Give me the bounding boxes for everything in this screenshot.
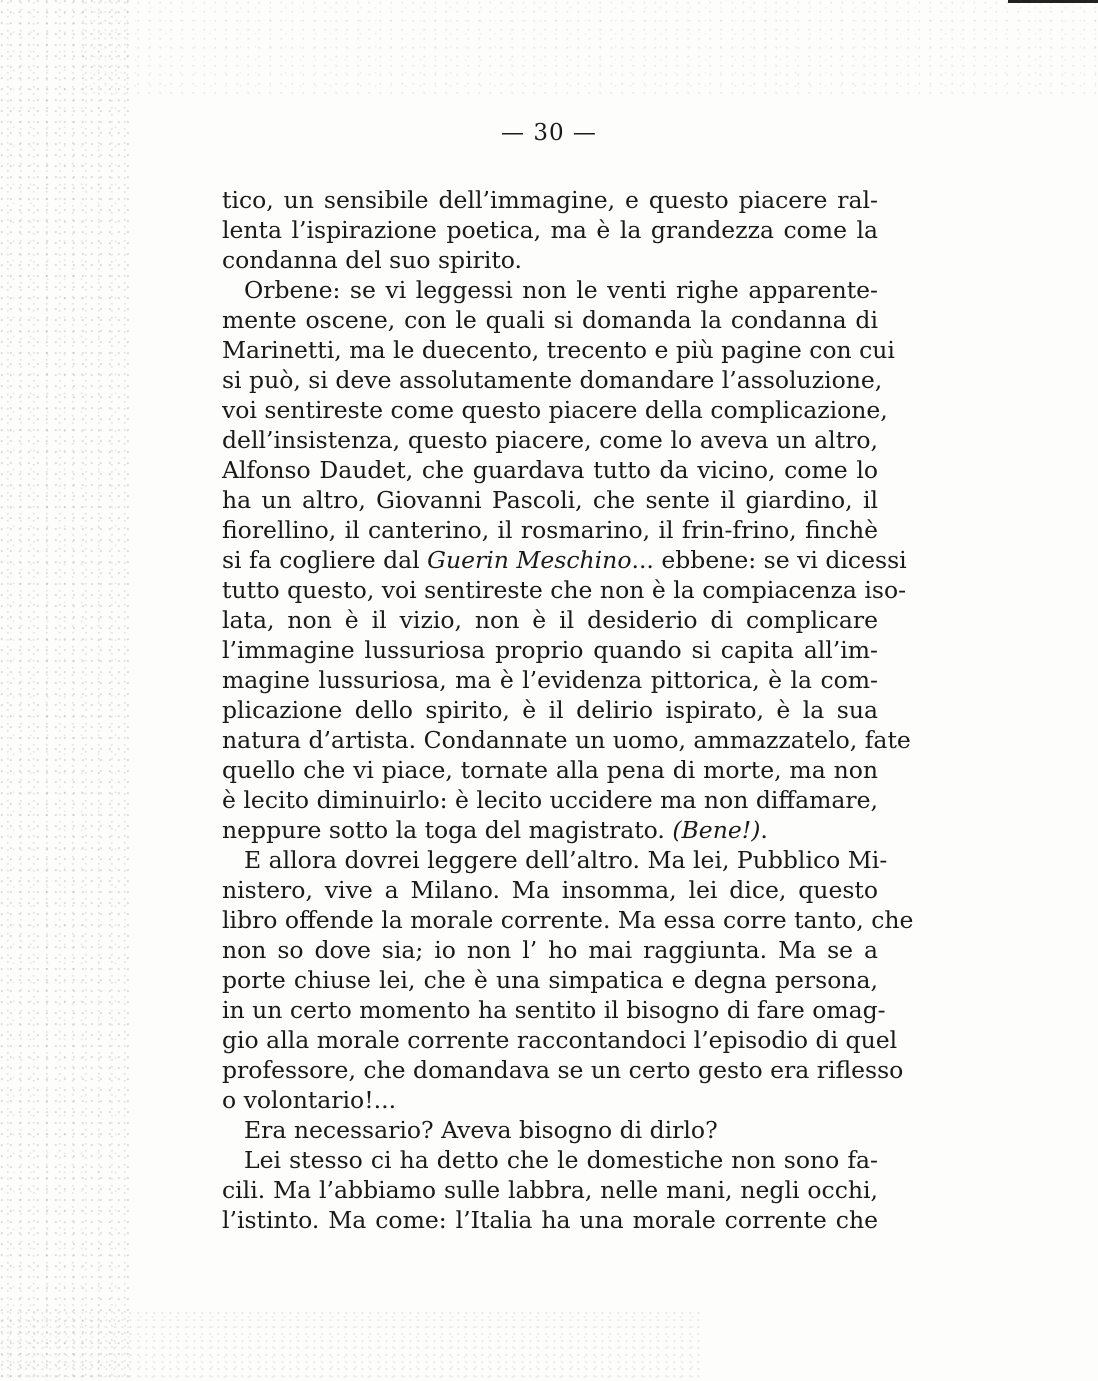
text-run: si fa cogliere dal xyxy=(222,546,428,574)
text-line: professore, che domandava se un certo gesto era riflesso xyxy=(222,1056,904,1084)
text-line: mente oscene, con le quali si domanda la condanna di xyxy=(222,306,878,334)
text-line: Alfonso Daudet, che guardava tutto da vicino, come lo xyxy=(222,456,878,484)
text-line: Era necessario? Aveva bisogno di dirlo? xyxy=(244,1116,718,1144)
text-line: o volontario!... xyxy=(222,1086,397,1114)
text-line: voi sentireste come questo piacere della complicazione, xyxy=(222,396,888,424)
text-line: si può, si deve assolutamente domandare l’assoluzione, xyxy=(222,366,883,394)
text-run: . xyxy=(760,816,768,844)
text-line: cili. Ma l’abbiamo sulle labbra, nelle mani, negli occhi, xyxy=(222,1176,878,1204)
text-run: neppure sotto la toga del magistrato. xyxy=(222,816,673,844)
text-line: Marinetti, ma le duecento, trecento e più pagine con cui xyxy=(222,336,895,364)
scan-edge-mark xyxy=(1008,0,1098,3)
text-line: magine lussuriosa, ma è l’evidenza pittorica, è la com- xyxy=(222,666,878,694)
text-run: ... ebbene: se vi dicessi xyxy=(631,546,907,574)
text-line: l’immagine lussuriosa proprio quando si capita all’im- xyxy=(222,636,878,664)
text-line: E allora dovrei leggere dell’altro. Ma lei, Pubblico Mi- xyxy=(244,846,888,874)
text-line: lenta l’ispirazione poetica, ma è la grandezza come la xyxy=(222,216,878,244)
text-line: natura d’artista. Condannate un uomo, ammazzatelo, fate xyxy=(222,726,911,754)
text-line: nistero, vive a Milano. Ma insomma, lei dice, questo xyxy=(222,876,878,904)
text-line: quello che vi piace, tornate alla pena di morte, ma non xyxy=(222,756,878,784)
text-line: l’istinto. Ma come: l’Italia ha una morale corrente che xyxy=(222,1206,878,1234)
text-line: è lecito diminuirlo: è lecito uccidere ma non diffamare, xyxy=(222,786,878,814)
italic-applause: (Bene!) xyxy=(672,816,761,844)
page-number: — 30 — xyxy=(501,120,597,146)
text-line: condanna del suo spirito. xyxy=(222,246,523,274)
text-line: libro offende la morale corrente. Ma essa corre tanto, che xyxy=(222,906,914,934)
text-line: in un certo momento ha sentito il bisogno di fare omag- xyxy=(222,996,886,1024)
text-line: lata, non è il vizio, non è il desiderio di complicare xyxy=(222,606,878,634)
text-line: plicazione dello spirito, è il delirio ispirato, è la sua xyxy=(222,696,878,724)
text-line: gio alla morale corrente raccontandoci l’episodio di quel xyxy=(222,1026,898,1054)
scan-noise-left xyxy=(0,0,130,1381)
scan-noise-top xyxy=(80,0,1098,95)
text-line-mixed xyxy=(222,545,907,575)
text-line-mixed xyxy=(222,815,878,845)
text-line: ha un altro, Giovanni Pascoli, che sente il giardino, il xyxy=(222,486,878,514)
text-line: tico, un sensibile dell’immagine, e questo piacere ral- xyxy=(222,186,878,214)
italic-title: Guerin Meschino xyxy=(427,546,632,574)
text-line: porte chiuse lei, che è una simpatica e degna persona, xyxy=(222,966,878,994)
text-line: tutto questo, voi sentireste che non è la compiacenza iso- xyxy=(222,576,907,604)
text-line: Lei stesso ci ha detto che le domestiche non sono fa- xyxy=(244,1146,878,1174)
text-line: fiorellino, il canterino, il rosmarino, il frin-frino, finchè xyxy=(222,516,878,544)
text-line: dell’insistenza, questo piacere, come lo aveva un altro, xyxy=(222,426,878,454)
text-line: Orbene: se vi leggessi non le venti righe apparente- xyxy=(244,276,878,304)
text-line: non so dove sia; io non l’ ho mai raggiunta. Ma se a xyxy=(222,936,878,964)
body-text xyxy=(222,185,914,1235)
scan-noise-bottom xyxy=(0,1311,700,1381)
